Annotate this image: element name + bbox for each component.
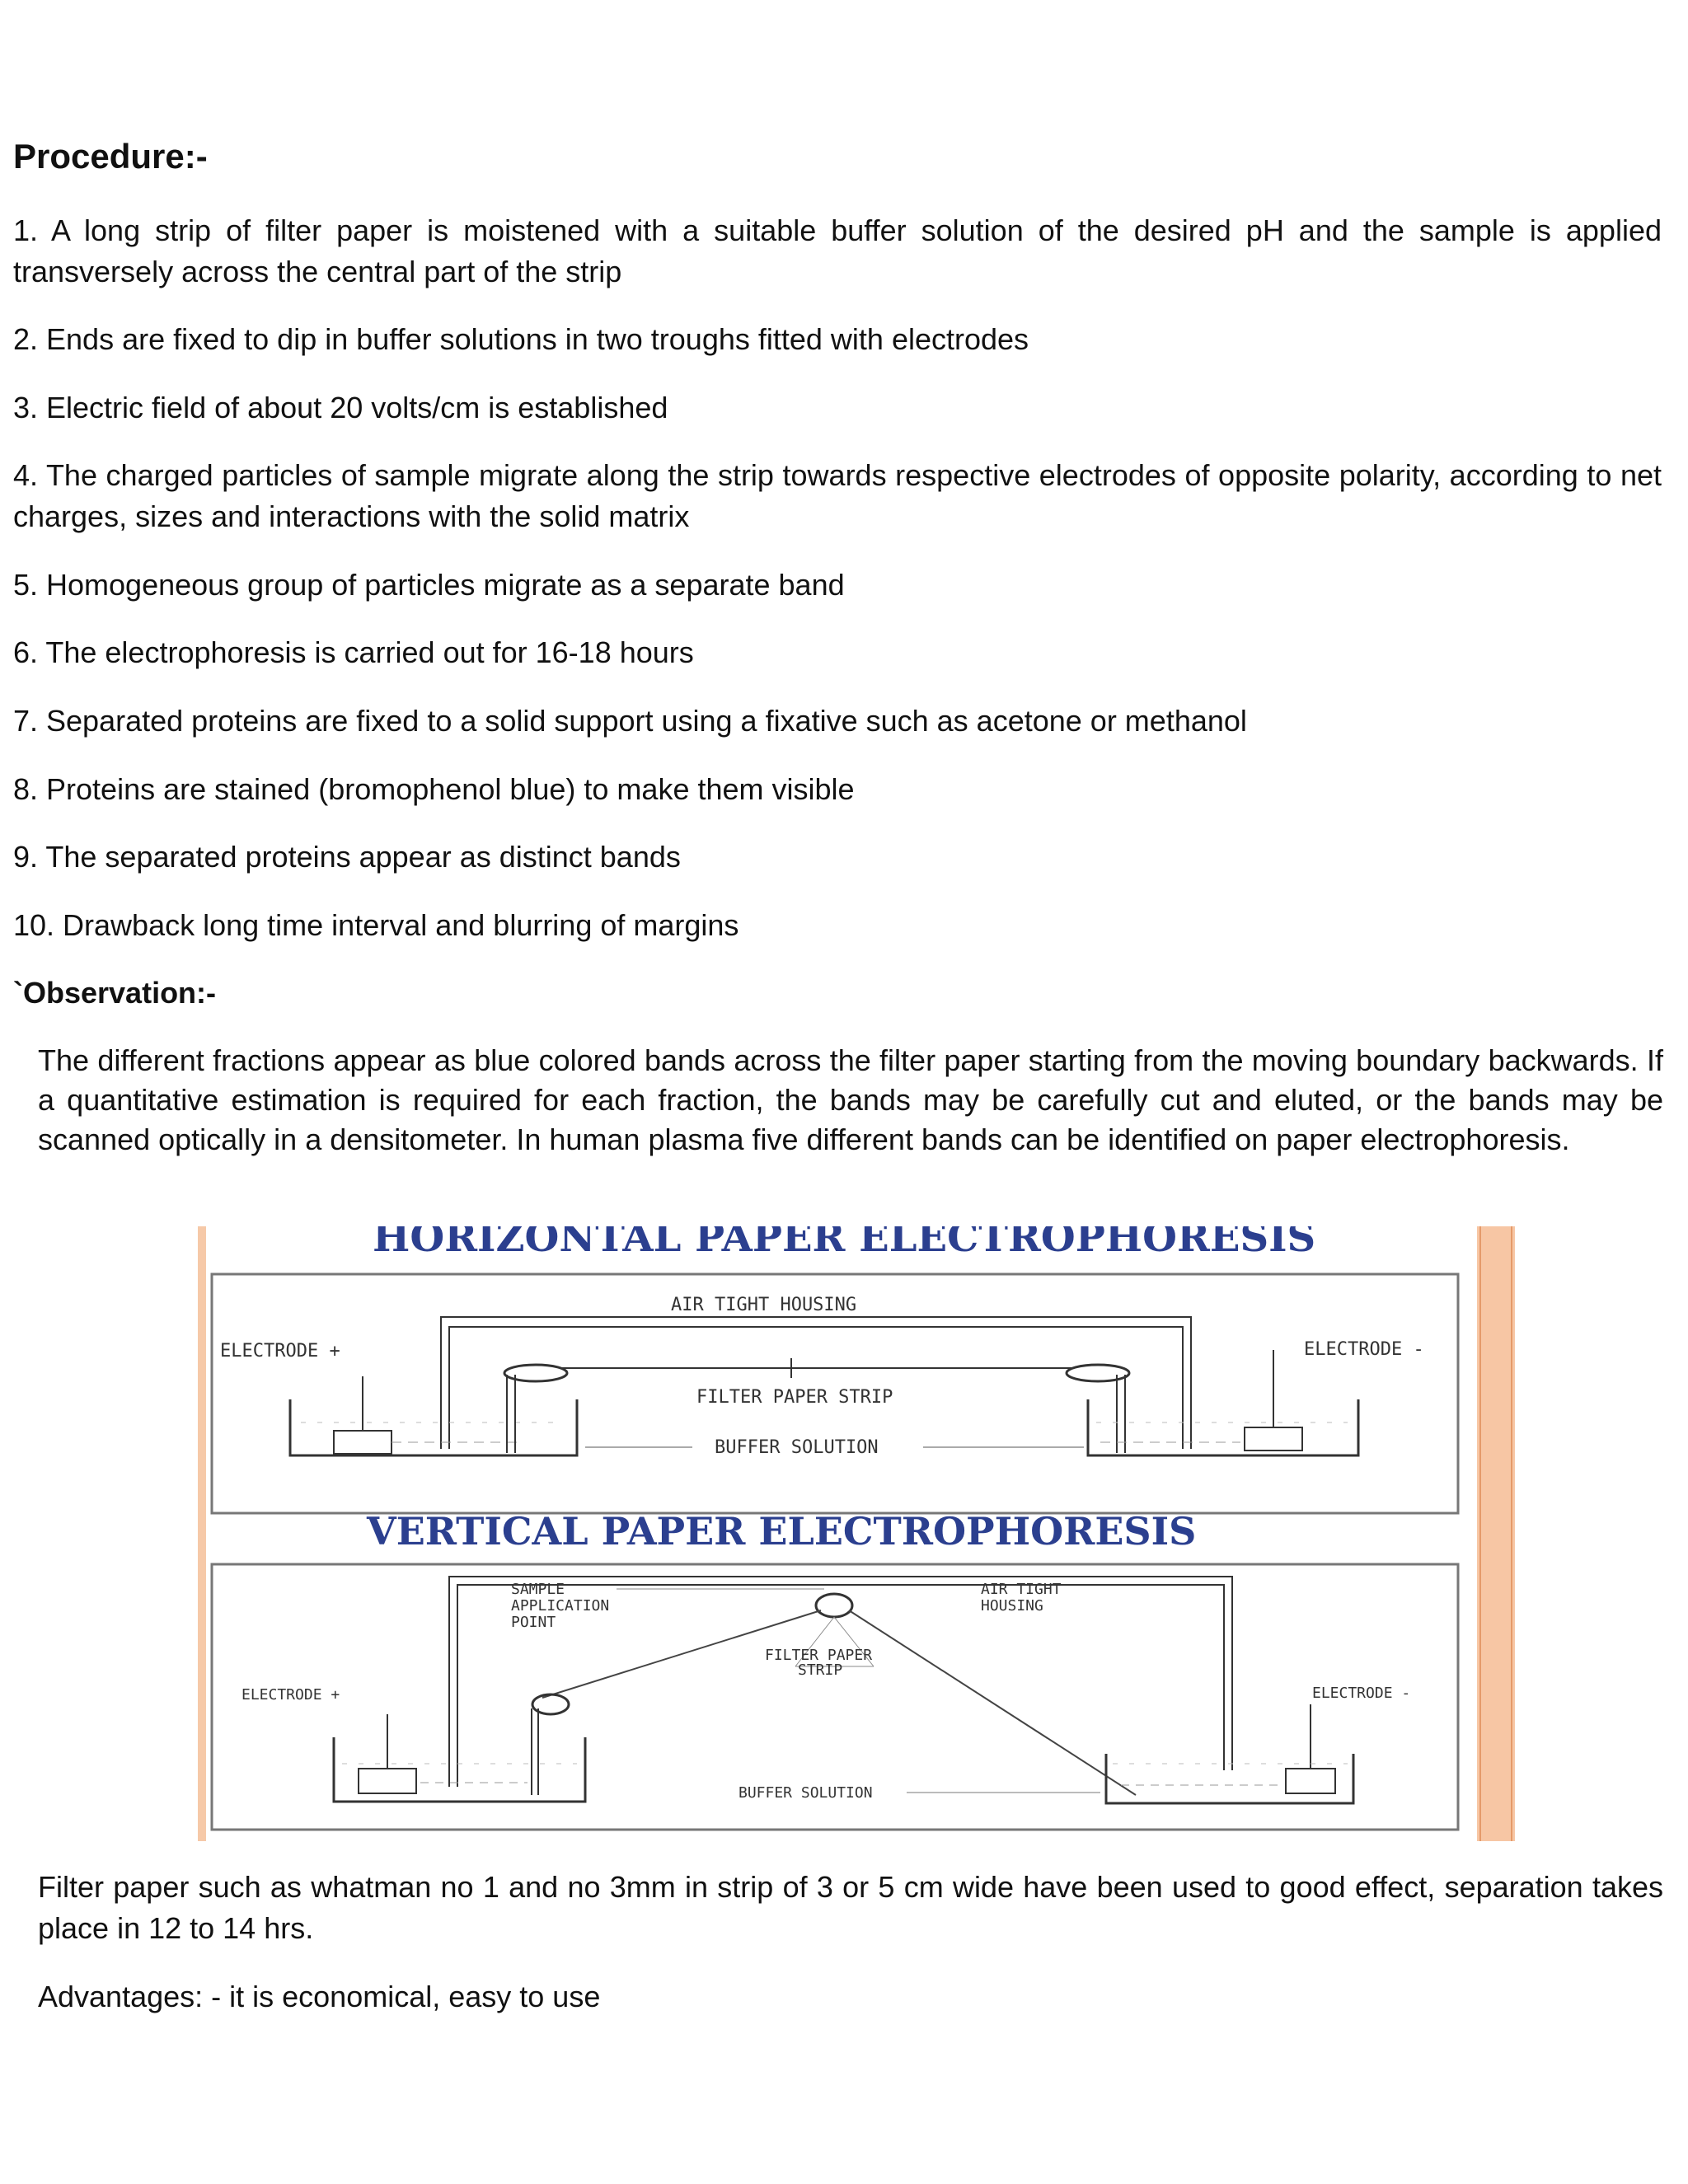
procedure-step-7: 7. Separated proteins are fixed to a solid support using a fixative such as acetone or methanol	[13, 704, 1247, 738]
horizontal-electrode-right-label: ELECTRODE -	[1304, 1339, 1424, 1360]
procedure-step-2: 2. Ends are fixed to dip in buffer solutions in two troughs fitted with electrodes	[13, 322, 1029, 356]
vertical-title: VERTICAL PAPER ELECTROPHORESIS	[367, 1509, 1197, 1554]
observation-heading: `Observation:-	[13, 976, 217, 1010]
procedure-step-3: 3. Electric field of about 20 volts/cm is established	[13, 391, 668, 424]
vertical-strip-label-2: STRIP	[798, 1661, 843, 1679]
procedure-step-9: 9. The separated proteins appear as distinct bands	[13, 840, 681, 874]
procedure-step-8: 8. Proteins are stained (bromophenol blue) to make them visible	[13, 772, 855, 806]
filter-paper-text: Filter paper such as whatman no 1 and no 3mm in strip of 3 or 5 cm wide have been used to good effect, separation takes place in 12 to 14 hrs.	[38, 1870, 1663, 1945]
vertical-housing-label-2: HOUSING	[981, 1597, 1043, 1615]
procedure-step-1: 1. A long strip of filter paper is moistened with a suitable buffer solution of the desired pH and the sample is applied transversely across the central part of the strip	[13, 213, 1662, 288]
vertical-sample-label-2: APPLICATION	[511, 1597, 610, 1615]
horizontal-buffer-label: BUFFER SOLUTION	[715, 1437, 879, 1458]
horizontal-title: HORIZONTAL PAPER ELECTROPHORESIS	[373, 1226, 1316, 1261]
electrophoresis-figure	[198, 1226, 1517, 1841]
procedure-step-4: 4. The charged particles of sample migrate along the strip towards respective electrodes of opposite polarity, according to net charges, sizes and interactions with the solid matrix	[13, 458, 1662, 533]
observation-text: The different fractions appear as blue colored bands across the filter paper starting from the moving boundary backwards. If a quantitative estimation is required for each fraction, the bands may be carefully cut and eluted, or the bands may be scanned optically in a densitometer. In human plasma five different bands can be identified on paper electrophoresis.	[38, 1043, 1663, 1156]
vertical-sample-label-1: SAMPLE	[511, 1581, 565, 1598]
horizontal-housing-label: AIR TIGHT HOUSING	[671, 1295, 857, 1315]
right-border-stripe	[1477, 1226, 1515, 1841]
electrophoresis-diagram	[198, 1226, 1517, 1841]
procedure-step-10: 10. Drawback long time interval and blurring of margins	[13, 908, 739, 942]
vertical-buffer-label: BUFFER SOLUTION	[738, 1784, 873, 1802]
left-border-stripe	[198, 1226, 206, 1841]
procedure-heading: Procedure:-	[13, 137, 208, 176]
horizontal-strip-label: FILTER PAPER STRIP	[696, 1387, 893, 1408]
horizontal-electrode-left-label: ELECTRODE +	[220, 1341, 340, 1361]
advantages-text: Advantages: - it is economical, easy to use	[38, 1980, 601, 2013]
vertical-housing-label-1: AIR TIGHT	[981, 1581, 1062, 1598]
vertical-strip-label-1: FILTER PAPER	[765, 1647, 873, 1664]
procedure-step-5: 5. Homogeneous group of particles migrate as a separate band	[13, 568, 845, 602]
procedure-step-6: 6. The electrophoresis is carried out for 16-18 hours	[13, 635, 694, 669]
vertical-sample-label-3: POINT	[511, 1614, 556, 1631]
vertical-electrode-left-label: ELECTRODE +	[241, 1686, 340, 1704]
vertical-electrode-right-label: ELECTRODE -	[1312, 1685, 1411, 1702]
